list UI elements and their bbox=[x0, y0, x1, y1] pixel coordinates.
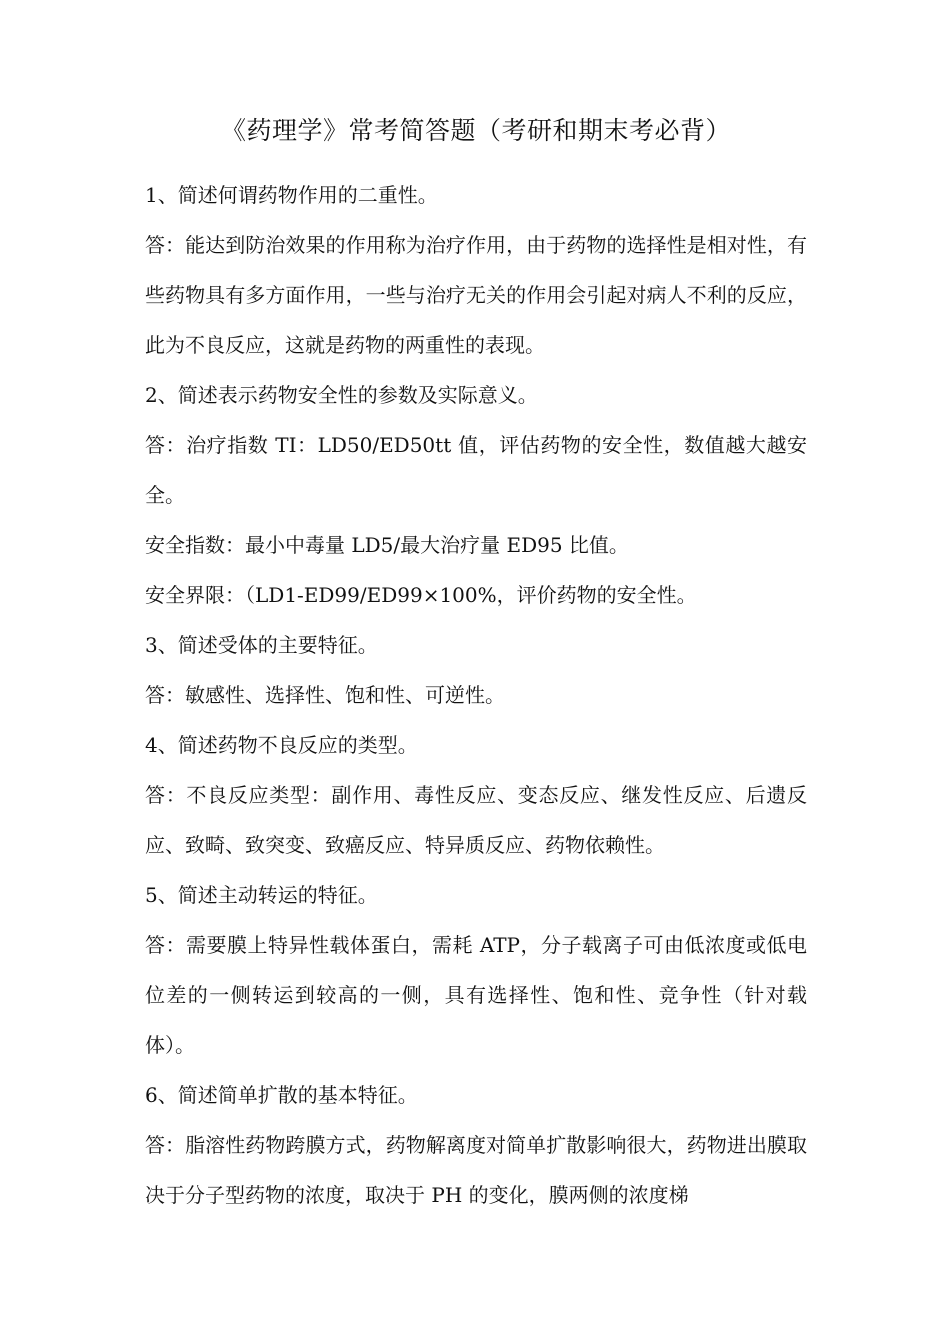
answer-2-ti: 答：治疗指数 TI：LD50/ED50tt 值，评估药物的安全性，数值越大越安全。 bbox=[145, 433, 807, 507]
document-body bbox=[145, 170, 807, 1220]
question-6: 6、简述简单扩散的基本特征。 bbox=[145, 1083, 418, 1107]
question-4: 4、简述药物不良反应的类型。 bbox=[145, 733, 418, 757]
document-title: 《药理学》常考简答题（考研和期末考必背） bbox=[220, 116, 731, 145]
answer-1: 答：能达到防治效果的作用称为治疗作用，由于药物的选择性是相对性，有些药物具有多方面作用，一些与治疗无关的作用会引起对病人不利的反应，此为不良反应，这就是药物的两重性的表现。 bbox=[145, 233, 807, 357]
question-3: 3、简述受体的主要特征。 bbox=[145, 633, 378, 657]
answer-2-safety-index: 安全指数：最小中毒量 LD5/最大治疗量 ED95 比值。 bbox=[145, 533, 629, 557]
answer-2-safety-margin: 安全界限：（LD1-ED99/ED99×100%，评价药物的安全性。 bbox=[145, 583, 697, 607]
answer-3: 答：敏感性、选择性、饱和性、可逆性。 bbox=[145, 683, 505, 707]
question-2: 2、简述表示药物安全性的参数及实际意义。 bbox=[145, 383, 538, 407]
question-1: 1、简述何谓药物作用的二重性。 bbox=[145, 183, 438, 207]
answer-5: 答：需要膜上特异性载体蛋白，需耗 ATP，分子载离子可由低浓度或低电位差的一侧转运到较高的一侧，具有选择性、饱和性、竞争性（针对载体）。 bbox=[145, 933, 807, 1057]
answer-4: 答：不良反应类型：副作用、毒性反应、变态反应、继发性反应、后遗反应、致畸、致突变、致癌反应、特异质反应、药物依赖性。 bbox=[145, 783, 807, 857]
answer-6: 答：脂溶性药物跨膜方式，药物解离度对简单扩散影响很大，药物进出膜取决于分子型药物的浓度，取决于 PH 的变化，膜两侧的浓度梯 bbox=[145, 1133, 807, 1207]
question-5: 5、简述主动转运的特征。 bbox=[145, 883, 378, 907]
